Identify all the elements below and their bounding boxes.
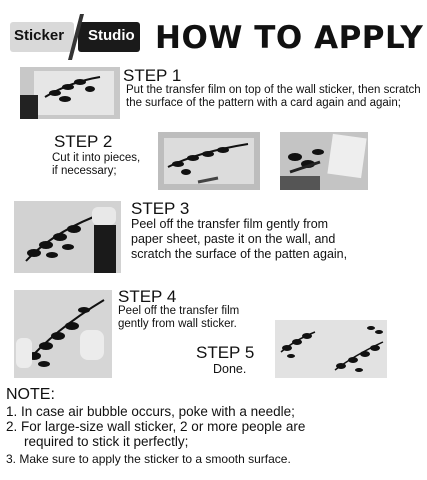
page-title: HOW TO APPLY [155, 20, 424, 56]
note-item-2: 2. For large-size wall sticker, 2 or more people are [6, 419, 306, 434]
step2-photo-b [280, 132, 368, 190]
step2-text-line1: Cut it into pieces, [52, 152, 141, 164]
note-title: NOTE: [6, 386, 55, 403]
step3-text-line1: Peel off the transfer film gently from [131, 217, 329, 231]
step2-photo-a [158, 132, 260, 190]
step5-photo [275, 320, 387, 378]
logo-text-sticker: Sticker [14, 27, 65, 44]
step2-text-line2: if necessary; [52, 165, 117, 177]
note-item-1: 1. In case air bubble occurs, poke with a needle; [6, 404, 295, 419]
logo-slash-shape [68, 14, 84, 60]
brand-logo [10, 14, 140, 58]
step4-text-line2: gently from wall sticker. [118, 318, 237, 330]
step3-text-line2: paper sheet, paste it on the wall, and [131, 232, 336, 246]
step1-photo [20, 67, 120, 119]
step4-text-line1: Peel off the transfer film [118, 305, 240, 317]
step1-title: STEP 1 [123, 66, 182, 85]
step5-title: STEP 5 [196, 343, 255, 362]
step5-text-line1: Done. [213, 362, 247, 376]
step4-title: STEP 4 [118, 287, 177, 306]
step3-title: STEP 3 [131, 199, 190, 218]
step3-text-line3: scratch the surface of the patten again, [131, 247, 348, 261]
logo-text-studio: Studio [88, 27, 135, 44]
note-item-2-cont: required to stick it perfectly; [24, 434, 189, 449]
step1-text-line1: Put the transfer film on top of the wall sticker, then scratch [126, 84, 421, 96]
step3-photo [14, 201, 121, 273]
note-item-3: 3. Make sure to apply the sticker to a smooth surface. [6, 452, 291, 466]
step1-text-line2: the surface of the pattern with a card again and again; [126, 97, 401, 109]
step4-photo [14, 290, 112, 378]
step2-title: STEP 2 [54, 132, 113, 151]
